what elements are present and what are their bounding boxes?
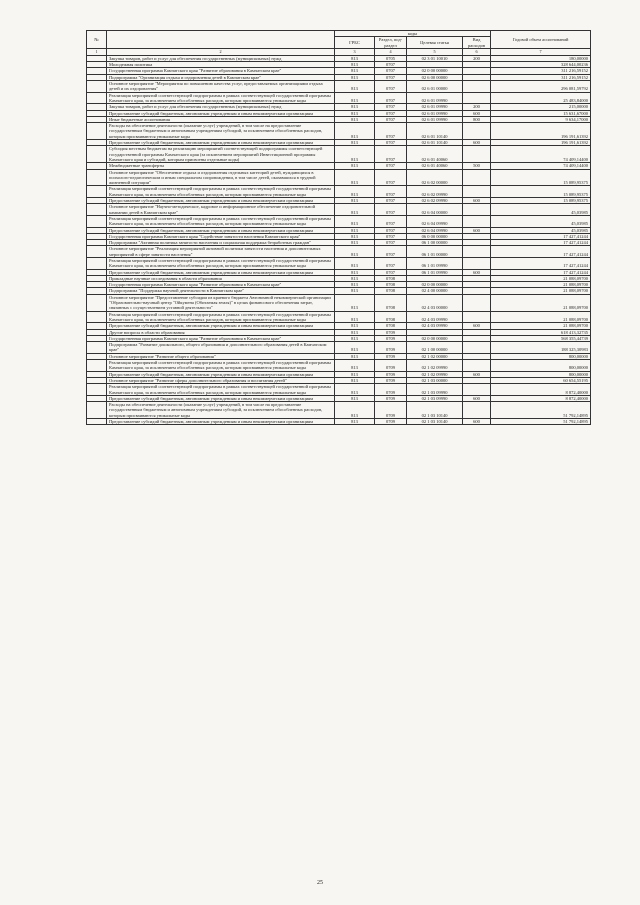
table-row	[87, 92, 591, 104]
row-expense-type: 600	[463, 395, 491, 401]
row-section-code: 0707	[375, 233, 407, 239]
row-target-article: 02 1 03 10140	[407, 402, 463, 419]
row-grbs: 813	[335, 402, 375, 419]
row-name: Предоставление субсидий бюджетным, автономным учреждениям и иным некоммерческим организациям	[107, 269, 335, 275]
row-expense-type	[463, 123, 491, 140]
row-amount: 8 872,40000	[491, 384, 591, 396]
row-amount: 21 088,09700	[491, 311, 591, 323]
row-target-article: 02 4 03 09990	[407, 323, 463, 329]
row-expense-type	[463, 402, 491, 419]
row-grbs: 813	[335, 116, 375, 122]
row-name: Основное мероприятие "Развитие сферы дополнительного образования и воспитания детей"	[107, 377, 335, 383]
row-grbs: 813	[335, 342, 375, 354]
row-amount: 25 483,84000	[491, 92, 591, 104]
row-expense-type: 600	[463, 140, 491, 146]
row-grbs: 813	[335, 240, 375, 246]
row-name: Прикладные научные исследования в области образования	[107, 275, 335, 281]
row-section-code: 0707	[375, 116, 407, 122]
row-number-cell	[87, 360, 107, 372]
row-section-code: 0707	[375, 104, 407, 110]
row-name: Подпрограмма "Развитие дошкольного, общего образования и дополнительного образования детей в Камчатском крае"	[107, 342, 335, 354]
row-grbs: 813	[335, 233, 375, 239]
row-section-code: 0708	[375, 288, 407, 294]
page-number: 25	[317, 880, 323, 886]
row-section-code: 0707	[375, 146, 407, 163]
row-target-article: 02 6 01 09990	[407, 92, 463, 104]
table-row	[87, 342, 591, 354]
row-grbs: 813	[335, 74, 375, 80]
row-section-code: 0707	[375, 186, 407, 198]
row-grbs: 813	[335, 92, 375, 104]
row-name: Основное мероприятие "Развитие общего образования"	[107, 353, 335, 359]
row-grbs: 813	[335, 419, 375, 425]
row-expense-type: 600	[463, 323, 491, 329]
row-target-article: 02 6 04 09990	[407, 227, 463, 233]
row-target-article: 02 1 03 10140	[407, 419, 463, 425]
row-target-article: 02 6 01 00000	[407, 81, 463, 93]
row-target-article: 06 1 01 00000	[407, 246, 463, 258]
row-name: Предоставление субсидий бюджетным, автономным учреждениям и иным некоммерческим организациям	[107, 198, 335, 204]
row-target-article: 02 6 01 09990	[407, 110, 463, 116]
row-name: Расходы на обеспечение деятельности (оказание услуг) учреждений, в том числе на предоставление государственным бюджетным и автономным учреждениям субсидий, за исключением обособленных расходов, которым присваиваются уникальные коды	[107, 402, 335, 419]
row-grbs: 813	[335, 186, 375, 198]
row-grbs: 813	[335, 146, 375, 163]
column-number: 1	[87, 48, 107, 55]
row-section-code: 0707	[375, 140, 407, 146]
row-grbs: 813	[335, 311, 375, 323]
row-grbs: 813	[335, 269, 375, 275]
row-grbs: 813	[335, 140, 375, 146]
row-number-cell	[87, 81, 107, 93]
row-section-code: 0709	[375, 335, 407, 341]
header-section: Раздел, под-раздел	[375, 37, 407, 49]
row-grbs: 813	[335, 62, 375, 68]
row-target-article: 02 1 02 09990	[407, 371, 463, 377]
row-section-code: 0709	[375, 377, 407, 383]
row-target-article: 02 6 02 00000	[407, 169, 463, 186]
row-name: Субсидия местным бюджетам на реализацию мероприятий соответствующей подпрограммы соответствующей государственной программы Камчатского края (за исключением мероприятий Инвестиционной программы Камчатского края и субсидий, которым присвоены отдельные коды)	[107, 146, 335, 163]
row-section-code: 0708	[375, 275, 407, 281]
row-name: Государственная программа Камчатского края "Развитие образования в Камчатском крае"	[107, 282, 335, 288]
row-target-article: 02 1 02 09990	[407, 360, 463, 372]
table-row	[87, 81, 591, 93]
row-amount: 196 191,61392	[491, 123, 591, 140]
row-section-code: 0707	[375, 215, 407, 227]
row-target-article: 02 3 01 10010	[407, 55, 463, 61]
row-target-article: 02 6 01 09990	[407, 104, 463, 110]
row-amount: 45,03985	[491, 204, 591, 216]
row-section-code: 0709	[375, 329, 407, 335]
row-amount: 8 872,40000	[491, 395, 591, 401]
row-number-cell	[87, 294, 107, 311]
table-row	[87, 186, 591, 198]
row-expense-type	[463, 311, 491, 323]
row-section-code: 0709	[375, 402, 407, 419]
row-name: Межбюджетные трансферты	[107, 163, 335, 169]
column-number: 2	[107, 48, 335, 55]
row-section-code: 0707	[375, 68, 407, 74]
row-grbs: 813	[335, 123, 375, 140]
row-target-article: 02 6 02 09990	[407, 198, 463, 204]
row-grbs: 813	[335, 377, 375, 383]
row-name: Реализация мероприятий соответствующей подпрограммы в рамках соответствующей государственной программы Камчатского края, за исключением обособленных расходов, которым присваиваются уникальные коды	[107, 311, 335, 323]
row-number-cell	[87, 246, 107, 258]
row-expense-type: 200	[463, 104, 491, 110]
row-grbs: 813	[335, 246, 375, 258]
row-number-cell	[87, 146, 107, 163]
row-grbs: 813	[335, 81, 375, 93]
row-amount: 21 088,09700	[491, 282, 591, 288]
table-row	[87, 215, 591, 227]
row-name: Расходы на обеспечение деятельности (оказание услуг) учреждений, в том числе на предоставление государственным бюджетным и автономным учреждениям субсидий, за исключением обособленных расходов, которым присваиваются уникальные коды	[107, 123, 335, 140]
row-target-article: 02 4 03 00000	[407, 294, 463, 311]
row-number-cell	[87, 123, 107, 140]
row-grbs: 813	[335, 68, 375, 74]
row-name: Закупка товаров, работ и услуг для обеспечения государственных (муниципальных) нужд	[107, 104, 335, 110]
row-section-code: 0707	[375, 163, 407, 169]
column-number-row	[87, 48, 591, 55]
row-amount: 800,00000	[491, 371, 591, 377]
row-expense-type: 600	[463, 269, 491, 275]
table-row	[87, 294, 591, 311]
row-expense-type	[463, 360, 491, 372]
table-row	[87, 146, 591, 163]
row-target-article: 06 1 01 09990	[407, 257, 463, 269]
row-amount: 215,00000	[491, 104, 591, 110]
row-amount: 21 088,09700	[491, 288, 591, 294]
row-name: Основное мероприятие "Предоставление субсидии из краевого бюджета Автономной некоммерческой организации "Образовательно-научный центр "Ойкумена (Обитаемая земля)" в целях финансового обеспечения затрат, связанных с осуществлением уставной деятельности"	[107, 294, 335, 311]
row-target-article: 06 1 01 09990	[407, 269, 463, 275]
row-expense-type	[463, 169, 491, 186]
row-target-article: 02 1 00 00000	[407, 342, 463, 354]
table-row	[87, 360, 591, 372]
row-target-article: 02 6 00 00000	[407, 74, 463, 80]
row-section-code: 0709	[375, 360, 407, 372]
row-name: Основное мероприятие "Мероприятия по повышению качества услуг, предоставляемых организациями отдыха детей и их оздоровления"	[107, 81, 335, 93]
row-grbs: 813	[335, 294, 375, 311]
row-amount: 180,00000	[491, 55, 591, 61]
row-name: Иные бюджетные ассигнования	[107, 116, 335, 122]
row-section-code: 0707	[375, 81, 407, 93]
row-grbs: 813	[335, 104, 375, 110]
row-grbs: 813	[335, 323, 375, 329]
table-header	[87, 31, 591, 56]
row-number-cell	[87, 169, 107, 186]
row-name: Реализация мероприятий соответствующей подпрограммы в рамках соответствующей государственной программы Камчатского края, за исключением обособленных расходов, которым присваиваются уникальные коды	[107, 360, 335, 372]
row-grbs: 813	[335, 329, 375, 335]
row-amount: 17 427,41244	[491, 233, 591, 239]
row-amount: 328 644,00236	[491, 62, 591, 68]
row-name: Государственная программа Камчатского края "Развитие образования в Камчатском крае"	[107, 335, 335, 341]
row-section-code: 0707	[375, 227, 407, 233]
row-section-code: 0707	[375, 92, 407, 104]
row-section-code: 0707	[375, 240, 407, 246]
row-amount: 60 654,55195	[491, 377, 591, 383]
row-grbs: 813	[335, 55, 375, 61]
header-grbs: ГРБС	[335, 37, 375, 49]
row-amount: 74 409,14400	[491, 163, 591, 169]
row-amount: 15 089,95375	[491, 169, 591, 186]
row-amount: 51 792,14895	[491, 419, 591, 425]
row-section-code: 0708	[375, 311, 407, 323]
row-target-article: 02 6 01 10140	[407, 140, 463, 146]
row-name: Подпрограмма "Активная политика занятости населения и социальная поддержка безработных граждан"	[107, 240, 335, 246]
column-number: 6	[463, 48, 491, 55]
row-expense-type	[463, 342, 491, 354]
row-target-article: 02 6 01 40060	[407, 146, 463, 163]
row-amount: 568 355,44739	[491, 335, 591, 341]
row-name: Государственная программа Камчатского края "Содействие занятости населения Камчатского края"	[107, 233, 335, 239]
row-section-code: 0707	[375, 169, 407, 186]
row-target-article: 02 4 03 09990	[407, 311, 463, 323]
column-number: 4	[375, 48, 407, 55]
row-section-code: 0705	[375, 55, 407, 61]
row-section-code: 0707	[375, 204, 407, 216]
row-name: Реализация мероприятий соответствующей подпрограммы в рамках соответствующей государственной программы Камчатского края, за исключением обособленных расходов, которым присваиваются уникальные коды	[107, 215, 335, 227]
row-grbs: 813	[335, 204, 375, 216]
header-expense-type: Вид расходов	[463, 37, 491, 49]
row-amount: 15 089,95375	[491, 198, 591, 204]
row-grbs: 813	[335, 395, 375, 401]
row-amount: 21 088,09700	[491, 323, 591, 329]
row-grbs: 813	[335, 384, 375, 396]
header-amount: Годовой объем ассигнований	[491, 31, 591, 49]
table-row	[87, 402, 591, 419]
row-grbs: 813	[335, 275, 375, 281]
row-grbs: 813	[335, 198, 375, 204]
row-number-cell	[87, 204, 107, 216]
row-target-article: 02 6 01 09990	[407, 116, 463, 122]
row-name: Предоставление субсидий бюджетным, автономным учреждениям и иным некоммерческим организациям	[107, 371, 335, 377]
row-section-code: 0707	[375, 110, 407, 116]
row-grbs: 813	[335, 288, 375, 294]
row-section-code: 0707	[375, 74, 407, 80]
row-expense-type	[463, 204, 491, 216]
header-name	[107, 31, 335, 49]
row-name: Другие вопросы в области образования	[107, 329, 335, 335]
row-expense-type	[463, 215, 491, 227]
row-expense-type: 600	[463, 419, 491, 425]
row-expense-type	[463, 92, 491, 104]
row-amount: 45,03985	[491, 215, 591, 227]
row-amount: 17 427,41244	[491, 246, 591, 258]
column-number: 3	[335, 48, 375, 55]
table-row	[87, 384, 591, 396]
row-section-code: 0709	[375, 342, 407, 354]
row-number-cell	[87, 419, 107, 425]
row-amount: 15 631,67000	[491, 110, 591, 116]
row-name: Основное мероприятие "Реализация мероприятий активной политики занятости населения и дополнительных мероприятий в сфере занятости населения"	[107, 246, 335, 258]
row-number-cell	[87, 215, 107, 227]
row-amount: 17 427,41244	[491, 240, 591, 246]
row-target-article: 02 0 00 00000	[407, 335, 463, 341]
row-section-code: 0708	[375, 282, 407, 288]
table-row	[87, 246, 591, 258]
row-section-code: 0707	[375, 246, 407, 258]
row-name: Предоставление субсидий бюджетным, автономным учреждениям и иным некоммерческим организациям	[107, 110, 335, 116]
row-section-code: 0709	[375, 384, 407, 396]
row-section-code: 0707	[375, 62, 407, 68]
row-section-code: 0707	[375, 257, 407, 269]
row-name: Молодежная политика	[107, 62, 335, 68]
row-number-cell	[87, 92, 107, 104]
row-name: Предоставление субсидий бюджетным, автономным учреждениям и иным некоммерческим организациям	[107, 140, 335, 146]
row-target-article: 06 0 00 00000	[407, 233, 463, 239]
budget-table	[86, 30, 591, 425]
row-target-article: 02 0 00 00000	[407, 68, 463, 74]
row-grbs: 813	[335, 353, 375, 359]
row-target-article: 06 1 00 00000	[407, 240, 463, 246]
row-amount: 311 216,59152	[491, 68, 591, 74]
column-number: 5	[407, 48, 463, 55]
row-amount: 17 427,41244	[491, 269, 591, 275]
row-grbs: 813	[335, 163, 375, 169]
row-number-cell	[87, 311, 107, 323]
header-codes: коды	[335, 31, 491, 37]
row-expense-type	[463, 294, 491, 311]
row-target-article: 02 1 03 09990	[407, 384, 463, 396]
row-target-article: 02 0 00 00000	[407, 282, 463, 288]
row-amount: 618 413,32735	[491, 329, 591, 335]
row-section-code: 0709	[375, 353, 407, 359]
row-section-code: 0709	[375, 419, 407, 425]
row-section-code: 0707	[375, 123, 407, 140]
row-expense-type	[463, 246, 491, 258]
header-number: №	[87, 31, 107, 49]
row-amount: 15 089,95375	[491, 186, 591, 198]
row-amount: 311 216,59152	[491, 74, 591, 80]
row-expense-type: 600	[463, 198, 491, 204]
row-number-cell	[87, 186, 107, 198]
row-name: Реализация мероприятий соответствующей подпрограммы в рамках соответствующей государственной программы Камчатского края, за исключением обособленных расходов, которым присваиваются уникальные коды	[107, 186, 335, 198]
row-grbs: 813	[335, 371, 375, 377]
row-amount: 196 191,61392	[491, 140, 591, 146]
row-amount: 45,03985	[491, 227, 591, 233]
table-row	[87, 204, 591, 216]
row-grbs: 813	[335, 360, 375, 372]
row-number-cell	[87, 384, 107, 396]
row-name: Предоставление субсидий бюджетным, автономным учреждениям и иным некоммерческим организациям	[107, 395, 335, 401]
table-row	[87, 123, 591, 140]
row-name: Реализация мероприятий соответствующей подпрограммы в рамках соответствующей государственной программы Камчатского края, за исключением обособленных расходов, которым присваиваются уникальные коды	[107, 257, 335, 269]
row-target-article: 02 6 01 10140	[407, 123, 463, 140]
row-expense-type: 600	[463, 227, 491, 233]
row-expense-type: 500	[463, 163, 491, 169]
row-expense-type	[463, 146, 491, 163]
row-grbs: 813	[335, 257, 375, 269]
row-amount: 21 088,09700	[491, 294, 591, 311]
row-expense-type: 600	[463, 371, 491, 377]
table-row	[87, 169, 591, 186]
row-amount: 800,00000	[491, 353, 591, 359]
row-grbs: 813	[335, 215, 375, 227]
row-amount: 74 409,14400	[491, 146, 591, 163]
row-expense-type: 800	[463, 116, 491, 122]
row-name: Основное мероприятие "Обеспечение отдыха и оздоровления отдельных категорий детей, нуждающихся в психолого-педагогическом и иным специальном сопровождении, в том числе детей, оказавшихся в трудной жизненной ситуации"	[107, 169, 335, 186]
row-amount: 800,00000	[491, 360, 591, 372]
row-name: Государственная программа Камчатского края "Развитие образования в Камчатском крае"	[107, 68, 335, 74]
row-amount: 51 792,14895	[491, 402, 591, 419]
row-section-code: 0707	[375, 269, 407, 275]
column-number: 7	[491, 48, 591, 55]
row-amount: 9 634,17000	[491, 116, 591, 122]
row-section-code: 0709	[375, 395, 407, 401]
table-row	[87, 311, 591, 323]
row-section-code: 0707	[375, 198, 407, 204]
row-name: Предоставление субсидий бюджетным, автономным учреждениям и иным некоммерческим организациям	[107, 227, 335, 233]
row-expense-type	[463, 186, 491, 198]
table-row	[87, 419, 591, 425]
row-name: Закупка товаров, работ и услуг для обеспечения государственных (муниципальных) нужд	[107, 55, 335, 61]
row-number-cell	[87, 257, 107, 269]
row-amount: 188 325,30983	[491, 342, 591, 354]
row-name: Подпрограмма "Поддержка научной деятельности в Камчатском крае"	[107, 288, 335, 294]
row-section-code: 0708	[375, 323, 407, 329]
row-expense-type: 200	[463, 55, 491, 61]
row-target-article: 02 1 02 00000	[407, 353, 463, 359]
row-grbs: 813	[335, 282, 375, 288]
row-name: Реализация мероприятий соответствующей подпрограммы в рамках соответствующей государственной программы Камчатского края, за исключением обособленных расходов, которым присваиваются уникальные коды	[107, 384, 335, 396]
row-target-article: 02 1 03 09990	[407, 395, 463, 401]
row-target-article: 02 6 04 09990	[407, 215, 463, 227]
row-grbs: 813	[335, 227, 375, 233]
row-section-code: 0708	[375, 294, 407, 311]
row-expense-type	[463, 257, 491, 269]
row-grbs: 813	[335, 335, 375, 341]
row-name: Предоставление субсидий бюджетным, автономным учреждениям и иным некоммерческим организациям	[107, 419, 335, 425]
row-grbs: 813	[335, 110, 375, 116]
row-expense-type	[463, 384, 491, 396]
row-number-cell	[87, 342, 107, 354]
row-expense-type: 600	[463, 110, 491, 116]
row-name: Основное мероприятие "Научно-методическое, кадровое и информационное обеспечение оздоровительной кампании детей в Камчатском крае"	[107, 204, 335, 216]
table-body	[87, 55, 591, 424]
row-name: Предоставление субсидий бюджетным, автономным учреждениям и иным некоммерческим организациям	[107, 323, 335, 329]
row-number-cell	[87, 402, 107, 419]
table-row	[87, 257, 591, 269]
row-amount: 21 088,09700	[491, 275, 591, 281]
row-target-article: 02 4 00 00000	[407, 288, 463, 294]
row-target-article: 02 6 02 09990	[407, 186, 463, 198]
row-target-article: 02 6 01 40060	[407, 163, 463, 169]
row-expense-type	[463, 81, 491, 93]
row-target-article: 02 6 04 00000	[407, 204, 463, 216]
row-amount: 17 427,41244	[491, 257, 591, 269]
row-target-article: 02 1 03 00000	[407, 377, 463, 383]
row-section-code: 0709	[375, 371, 407, 377]
row-name: Реализация мероприятий соответствующей подпрограммы в рамках соответствующей государственной программы Камчатского края, за исключением обособленных расходов, которым присваиваются уникальные коды	[107, 92, 335, 104]
header-target-article: Целевая статья	[407, 37, 463, 49]
row-grbs: 813	[335, 169, 375, 186]
row-amount: 296 081,59792	[491, 81, 591, 93]
row-name: Подпрограмма "Организация отдыха и оздоровления детей в Камчатском крае"	[107, 74, 335, 80]
